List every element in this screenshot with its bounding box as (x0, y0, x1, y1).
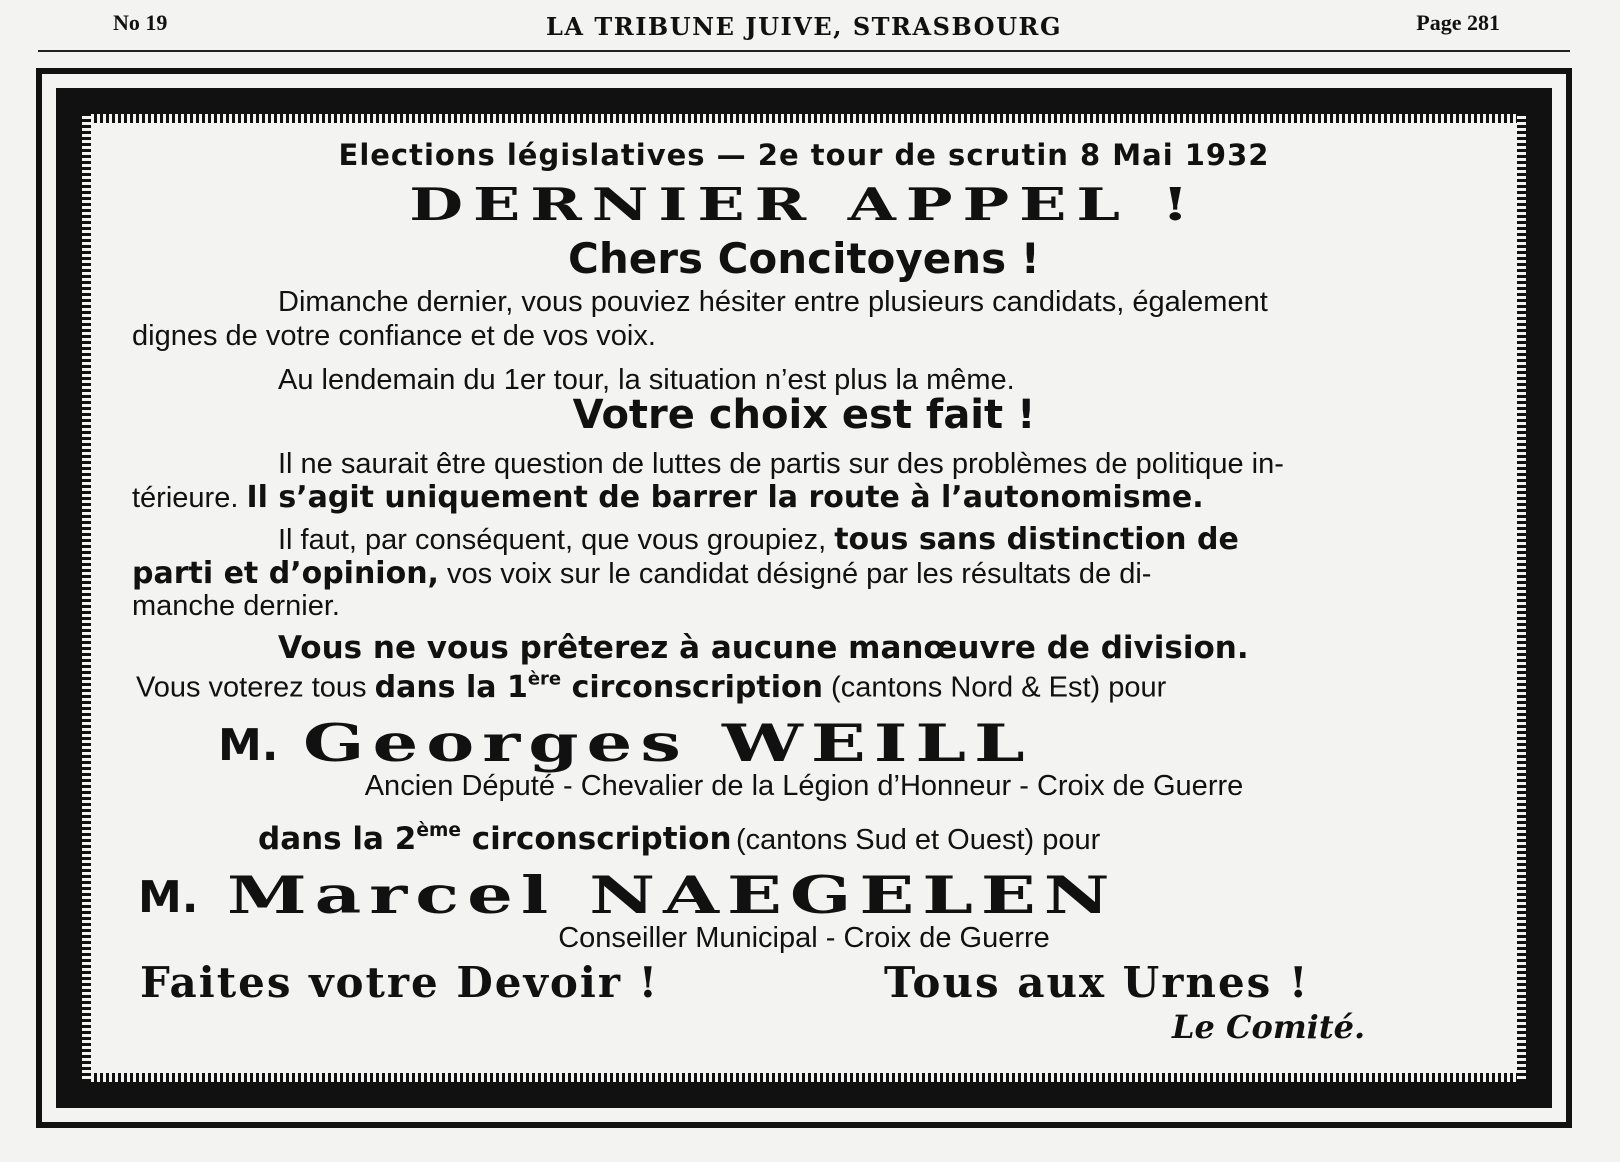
headline: DERNIER APPEL ! (409, 178, 1199, 231)
paragraph-3-line-2 (132, 480, 1204, 515)
notice-content (42, 74, 1566, 1122)
paragraph-4-line-2 (132, 556, 1151, 591)
vote-1-start: Vous voterez tous (136, 671, 367, 704)
slogan-left: Faites votre Devoir ! (140, 958, 660, 1007)
candidate-1-titles: Ancien Député - Chevalier de la Légion d’Honneur - Croix de Guerre (364, 770, 1244, 802)
paragraph-3-start: térieure. (132, 482, 239, 514)
vote-2-bold-b: circonscription (471, 821, 732, 858)
page-number: Page 281 (1416, 10, 1500, 35)
vote-1-sup: ère (527, 668, 562, 689)
candidate-1-prefix: M. (218, 720, 279, 771)
candidate-2-name: Marcel NAEGELEN (226, 863, 1118, 926)
paragraph-2: Au lendemain du 1er tour, la situation n’est plus la même. (278, 364, 1015, 396)
paragraph-4-emphasis-2: parti et d’opinion, (132, 556, 439, 591)
paragraph-3-emphasis: Il s’agit uniquement de barrer la route à l’autonomisme. (246, 480, 1204, 515)
vote-1-bold-b: circonscription (571, 669, 823, 705)
issue-number: No 19 (113, 10, 168, 35)
paragraph-4-emphasis-1: tous sans distinction de (834, 522, 1239, 557)
candidate-2-prefix: M. (138, 872, 199, 923)
newspaper-header (38, 10, 1570, 52)
paragraph-4-line-1 (278, 522, 1239, 557)
vote-2-bold-a: dans la 2 (258, 821, 417, 858)
vote-1-bold-a: dans la 1 (374, 669, 528, 705)
vote-2-rest: (cantons Sud et Ouest) pour (735, 824, 1101, 857)
paragraph-4-start: Il faut, par conséquent, que vous groupiez, (278, 524, 827, 556)
vote-1-rest: (cantons Nord & Est) pour (831, 671, 1167, 704)
newspaper-title: LA TRIBUNE JUIVE, STRASBOURG (546, 12, 1062, 41)
candidate-1-name: Georges WEILL (302, 711, 1033, 774)
paragraph-5: Vous ne vous prêterez à aucune manœuvre de division. (278, 630, 1249, 666)
greeting: Chers Concitoyens ! (568, 234, 1040, 283)
paragraph-1-line-1: Dimanche dernier, vous pouviez hésiter entre plusieurs candidats, également (278, 286, 1268, 318)
vote-2-sup: ème (416, 820, 461, 841)
signature: Le Comité. (1172, 1008, 1366, 1046)
election-subheading: Elections législatives — 2e tour de scrutin 8 Mai 1932 (338, 138, 1270, 172)
paragraph-4-line-3: manche dernier. (132, 590, 340, 622)
notice-frame (36, 68, 1572, 1128)
paragraph-3-line-1: Il ne saurait être question de luttes de partis sur des problèmes de politique in- (278, 448, 1284, 480)
slogan-right: Tous aux Urnes ! (884, 958, 1310, 1007)
paragraph-1-line-2: dignes de votre confiance et de vos voix. (132, 320, 656, 352)
paragraph-4-rest: vos voix sur le candidat désigné par les résultats de di- (447, 558, 1152, 590)
candidate-2-titles: Conseiller Municipal - Croix de Guerre (558, 922, 1050, 954)
choice-heading: Votre choix est fait ! (572, 392, 1036, 438)
